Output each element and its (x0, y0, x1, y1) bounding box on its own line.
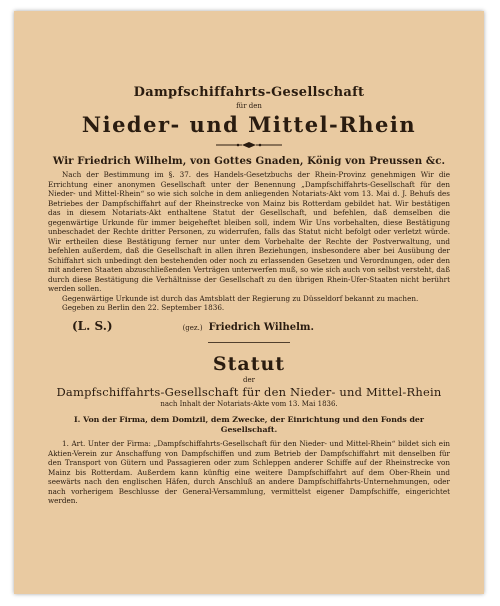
statut-subtitle: nach Inhalt der Notariats-Akte vom 13. Mai 1836. (160, 400, 338, 408)
fuer-den-label: für den (236, 102, 262, 110)
statut-company-title: Dampfschiffahrts-Gesellschaft für den Nieder- und Mittel-Rhein (56, 385, 442, 399)
signed-label: (gez.) (182, 324, 203, 332)
decree-paragraph: Nach der Bestimmung im §. 37. des Handels-Gesetzbuchs der Rhein-Provinz genehmigen Wir die Errichtung einer anonymen Gesellschaft unter der Benennung „Dampfschiffahrts-Gesellschaft für den Nieder- und Mittel-Rhein“ so wie sich solche in dem anliegenden Notariats-Akt vom 13. Mai d. J. Behufs des Betriebes der Dampfschiffahrt auf der Rheinstrecke von Mainz bis Rotterdam gebildet hat. Wir bestätigen das in diesem Notariats-Akt enthaltene Statut der Gesellschaft, und befehlen, daß demselben die gegenwärtige Urkunde für immer beigeheftet bleiben soll, indem Wir Uns vorbehalten, diese Bestätigung unbeschadet der Rechte dritter Personen, zu widerrufen, falls das Statut nicht befolgt oder verletzt würde. Wir ertheilen diese Bestätigung ferner nur unter dem Vorbehalte der Rechte der Postverwaltung, und befehlen außerdem, daß die Gesellschaft in allen ihren Beziehungen, insbesondere aber bei Ausübung der Schiffahrt sich unbedingt den bestehenden oder noch zu erlassenden Gesetzen und Verordnungen, oder den mit anderen Staaten abzuschließenden Verträgen unterwerfen muß, so wie sich auch von selbst versteht, daß durch diese Bestätigung die Verhältnisse der Gesellschaft zu den übrigen Rhein-Ufer-Staaten nicht berührt werden sollen. (48, 170, 450, 293)
signature-line (48, 319, 450, 333)
ornament-divider-icon (214, 141, 284, 149)
seal-mark: (L. S.) (72, 319, 113, 333)
der-label: der (243, 376, 255, 384)
statut-title: Statut (212, 353, 286, 375)
signatory-name: Friedrich Wilhelm. (208, 322, 314, 333)
section-divider (208, 342, 290, 343)
section-heading: I. Von der Firma, dem Domizil, dem Zwecke, der Einrichtung und den Fonds der Gesellschaft. (74, 415, 424, 434)
article-text: 1. Art. Unter der Firma: „Dampfschiffahrts-Gesellschaft für den Nieder- und Mittel-Rhein“ bildet sich ein Aktien-Verein zur Anschaffung von Dampfschiffen und zum Betrieb der Dampfschiffahrt mit denselben für den Transport von Gütern und Passagieren oder zum Schleppen anderer Schiffe auf der Rheinstrecke von Mainz bis Rotterdam. Außerdem kann künftig eine weitere Dampfschiffahrt auf dem Ober-Rhein und seewärts nach den englischen Häfen, durch Anschluß an andere Dampfschiffahrts-Unternehmungen, oder nach vorherigem Beschlusse der General-Versammlung, vermittelst eigener Dampfschiffe, eingerichtet werden. (48, 439, 450, 505)
decree-paragraph: Gegenwärtige Urkunde ist durch das Amtsblatt der Regierung zu Düsseldorf bekannt zu machen. (62, 293, 419, 303)
company-heading: Dampfschiffahrts-Gesellschaft (133, 85, 365, 100)
decree-date: Gegeben zu Berlin den 22. September 1836. (62, 303, 225, 312)
decree-text (48, 170, 450, 303)
document-sheet (14, 11, 484, 594)
royal-proclamation: Wir Friedrich Wilhelm, von Gottes Gnaden, König von Preussen &c. (52, 155, 446, 167)
region-heading: Nieder- und Mittel-Rhein (81, 112, 417, 137)
